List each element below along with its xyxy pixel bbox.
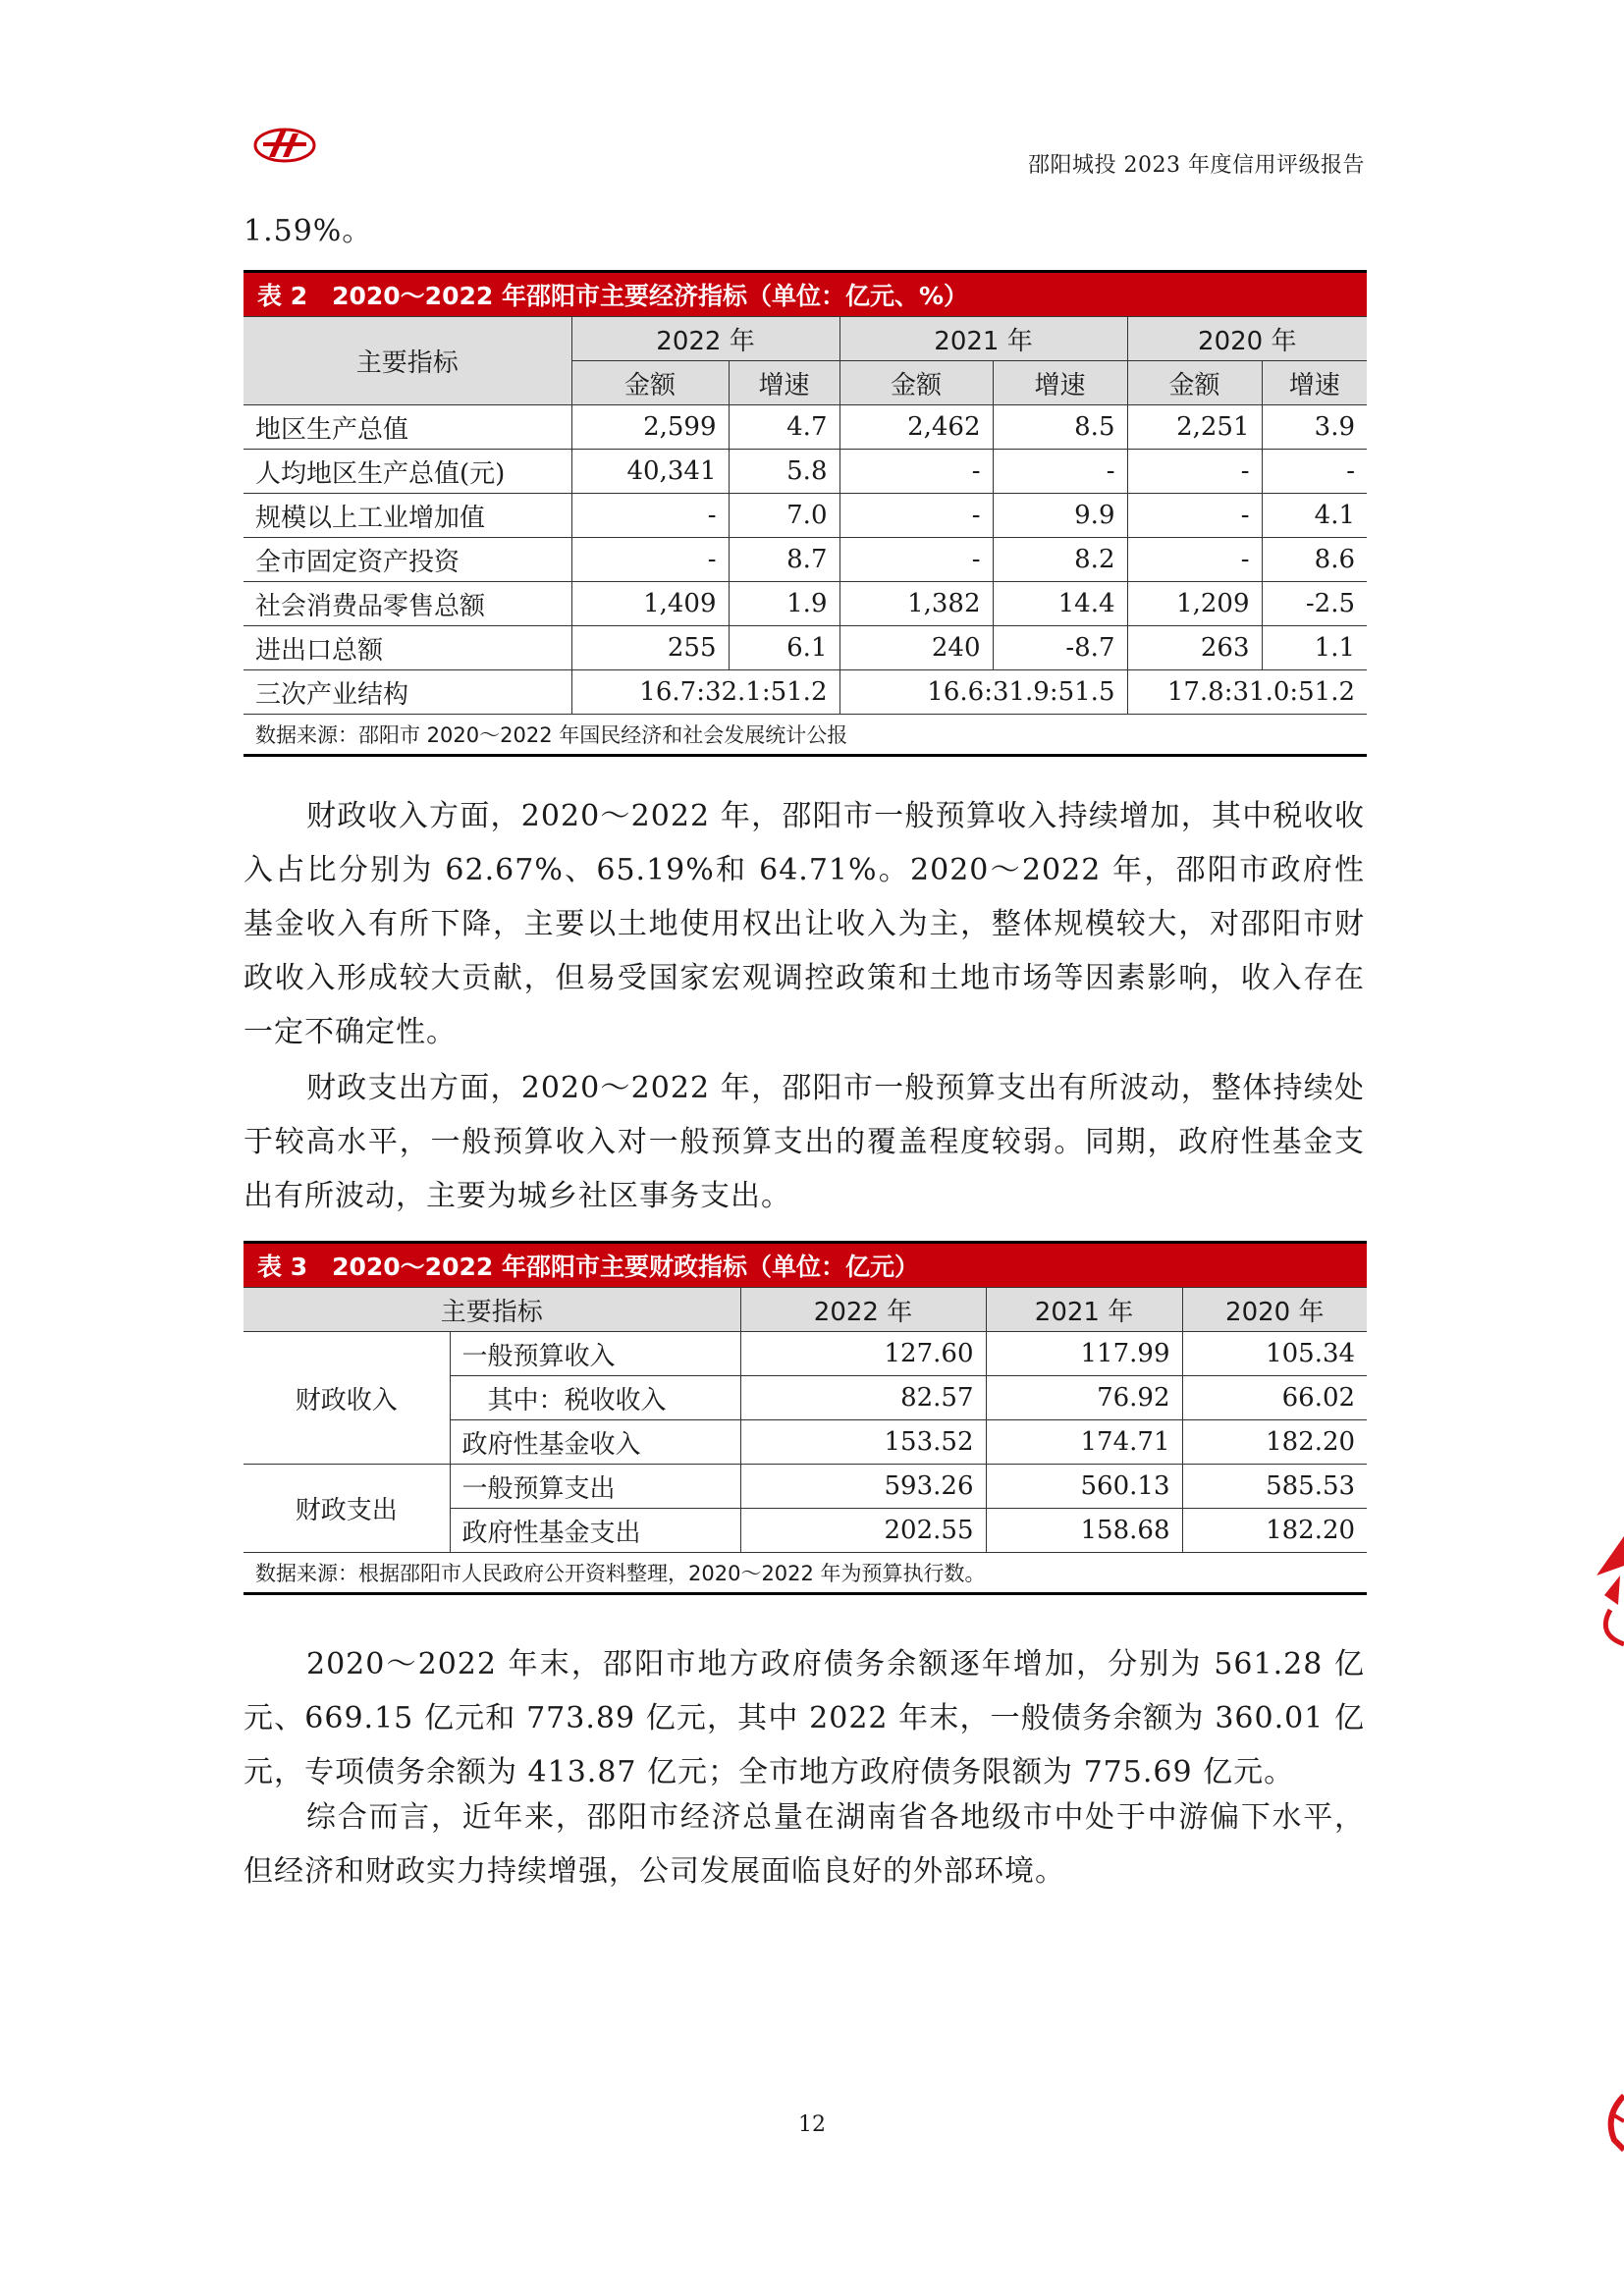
table-cell: 202.55: [740, 1509, 986, 1553]
table-cell: -: [571, 538, 729, 582]
table-cell: 153.52: [740, 1420, 986, 1465]
table-row: [244, 494, 1367, 538]
table-cell: -: [839, 538, 993, 582]
table-cell: 76.92: [986, 1376, 1182, 1420]
row-label: 地区生产总值: [244, 405, 571, 450]
table-cell: 9.9: [993, 494, 1127, 538]
paragraph-conclusion: 综合而言，近年来，邵阳市经济总量在湖南省各地级市中处于中游偏下水平，但经济和财政实力持续增强，公司发展面临良好的外部环境。: [244, 1800, 1365, 1889]
economic-indicators-table: [244, 270, 1367, 757]
row-label: 全市固定资产投资: [244, 538, 571, 582]
column-header-year: 2021 年: [986, 1288, 1182, 1332]
table-cell: 3.9: [1262, 405, 1367, 450]
table-cell: 255: [571, 626, 729, 670]
table-cell: 174.71: [986, 1420, 1182, 1465]
row-label: 社会消费品零售总额: [244, 582, 571, 626]
row-label: 人均地区生产总值(元): [244, 450, 571, 494]
table-cell: 2,599: [571, 405, 729, 450]
subheader-growth: 增速: [993, 361, 1127, 405]
table-cell: 16.7:32.1:51.2: [571, 670, 839, 715]
table-cell: 585.53: [1182, 1465, 1367, 1509]
row-label: 一般预算支出: [450, 1465, 740, 1509]
table-cell: 4.7: [729, 405, 839, 450]
table-source-note: 数据来源：根据邵阳市人民政府公开资料整理，2020～2022 年为预算执行数。: [244, 1553, 1367, 1594]
table-cell: 16.6:31.9:51.5: [839, 670, 1127, 715]
table-cell: 240: [839, 626, 993, 670]
row-label: 规模以上工业增加值: [244, 494, 571, 538]
paragraph-fiscal-revenue: 财政收入方面，2020～2022 年，邵阳市一般预算收入持续增加，其中税收收入占比分别为 62.67%、65.19%和 64.71%。2020～2022 年，邵阳市政府性基金收入有所下降，主要以土地使用权出让收入为主，整体规模较大，对邵阳市财政收入形成较大贡献，但易受国家宏观调控政策和土地市场等因素影响，收入存在一定不确定性。: [244, 799, 1365, 1049]
row-label: 政府性基金支出: [450, 1509, 740, 1553]
seal-stamp-icon: [1591, 1536, 1624, 2164]
table-cell: 1.9: [729, 582, 839, 626]
table-cell: 7.0: [729, 494, 839, 538]
table-cell: 2,251: [1127, 405, 1262, 450]
subheader-growth: 增速: [1262, 361, 1367, 405]
table-cell: 593.26: [740, 1465, 986, 1509]
table-cell: -: [1127, 538, 1262, 582]
column-header-year: 2021 年: [839, 317, 1127, 361]
table-row: [244, 582, 1367, 626]
column-header-year: 2022 年: [571, 317, 839, 361]
table-source-note: 数据来源：邵阳市 2020～2022 年国民经济和社会发展统计公报: [244, 715, 1367, 756]
paragraph-government-debt: 2020～2022 年末，邵阳市地方政府债务余额逐年增加，分别为 561.28 亿元、669.15 亿元和 773.89 亿元，其中 2022 年末，一般债务余额为 360.01 亿元，专项债务余额为 413.87 亿元；全市地方政府债务限额为 775.69 亿元。: [244, 1647, 1365, 1789]
table-caption: 表 2 2020～2022 年邵阳市主要经济指标（单位：亿元、%）: [244, 272, 1367, 317]
table-cell: 1.1: [1262, 626, 1367, 670]
row-label: 其中：税收收入: [450, 1376, 740, 1420]
subheader-amount: 金额: [571, 361, 729, 405]
page-number: 12: [798, 2112, 826, 2137]
table-row: [244, 405, 1367, 450]
table-cell: 66.02: [1182, 1376, 1367, 1420]
table-cell: -: [1262, 450, 1367, 494]
table-row: [244, 1465, 1367, 1509]
subheader-amount: 金额: [839, 361, 993, 405]
column-header-year: 2020 年: [1127, 317, 1367, 361]
table-cell: 117.99: [986, 1332, 1182, 1376]
table-cell: 8.5: [993, 405, 1127, 450]
table-row: [244, 1332, 1367, 1376]
table-cell: 1,209: [1127, 582, 1262, 626]
table-cell: 14.4: [993, 582, 1127, 626]
column-header-indicator: 主要指标: [244, 317, 571, 405]
table-cell: 82.57: [740, 1376, 986, 1420]
table-cell: 158.68: [986, 1509, 1182, 1553]
column-header-year: 2020 年: [1182, 1288, 1367, 1332]
table-cell: -: [993, 450, 1127, 494]
subheader-amount: 金额: [1127, 361, 1262, 405]
table-cell: -2.5: [1262, 582, 1367, 626]
column-header-year: 2022 年: [740, 1288, 986, 1332]
table-cell: -: [1127, 450, 1262, 494]
table-cell: 1,409: [571, 582, 729, 626]
table-cell: 8.7: [729, 538, 839, 582]
table-cell: -8.7: [993, 626, 1127, 670]
row-label: 三次产业结构: [244, 670, 571, 715]
row-label: 政府性基金收入: [450, 1420, 740, 1465]
fiscal-indicators-table: [244, 1241, 1367, 1595]
table-cell: -: [839, 494, 993, 538]
table-cell: 8.6: [1262, 538, 1367, 582]
table-caption: 表 3 2020～2022 年邵阳市主要财政指标（单位：亿元）: [244, 1243, 1367, 1288]
table-cell: 127.60: [740, 1332, 986, 1376]
paragraph-fiscal-expenditure: 财政支出方面，2020～2022 年，邵阳市一般预算支出有所波动，整体持续处于较高水平，一般预算收入对一般预算支出的覆盖程度较弱。同期，政府性基金支出有所波动，主要为城乡社区事务支出。: [244, 1071, 1365, 1213]
table-row: [244, 450, 1367, 494]
table-cell: 560.13: [986, 1465, 1182, 1509]
column-header-indicator: 主要指标: [244, 1288, 740, 1332]
table-row: [244, 626, 1367, 670]
table-cell: -: [571, 494, 729, 538]
group-label-expenditure: 财政支出: [244, 1465, 450, 1553]
table-row: [244, 538, 1367, 582]
table-cell: 17.8:31.0:51.2: [1127, 670, 1367, 715]
table-cell: 5.8: [729, 450, 839, 494]
company-logo-icon: [253, 124, 316, 167]
row-label: 一般预算收入: [450, 1332, 740, 1376]
table-cell: 105.34: [1182, 1332, 1367, 1376]
report-header-title: 邵阳城投 2023 年度信用评级报告: [1028, 153, 1365, 178]
table-cell: -: [1127, 494, 1262, 538]
table-cell: 40,341: [571, 450, 729, 494]
table-cell: -: [839, 450, 993, 494]
table-cell: 8.2: [993, 538, 1127, 582]
table-cell: 263: [1127, 626, 1262, 670]
row-label: 进出口总额: [244, 626, 571, 670]
table-cell: 2,462: [839, 405, 993, 450]
table-cell: 182.20: [1182, 1420, 1367, 1465]
group-label-revenue: 财政收入: [244, 1332, 450, 1465]
table-cell: 6.1: [729, 626, 839, 670]
table-cell: 4.1: [1262, 494, 1367, 538]
subheader-growth: 增速: [729, 361, 839, 405]
table-row: [244, 670, 1367, 715]
paragraph-continuation: 1.59%。: [244, 214, 373, 248]
table-cell: 1,382: [839, 582, 993, 626]
table-cell: 182.20: [1182, 1509, 1367, 1553]
